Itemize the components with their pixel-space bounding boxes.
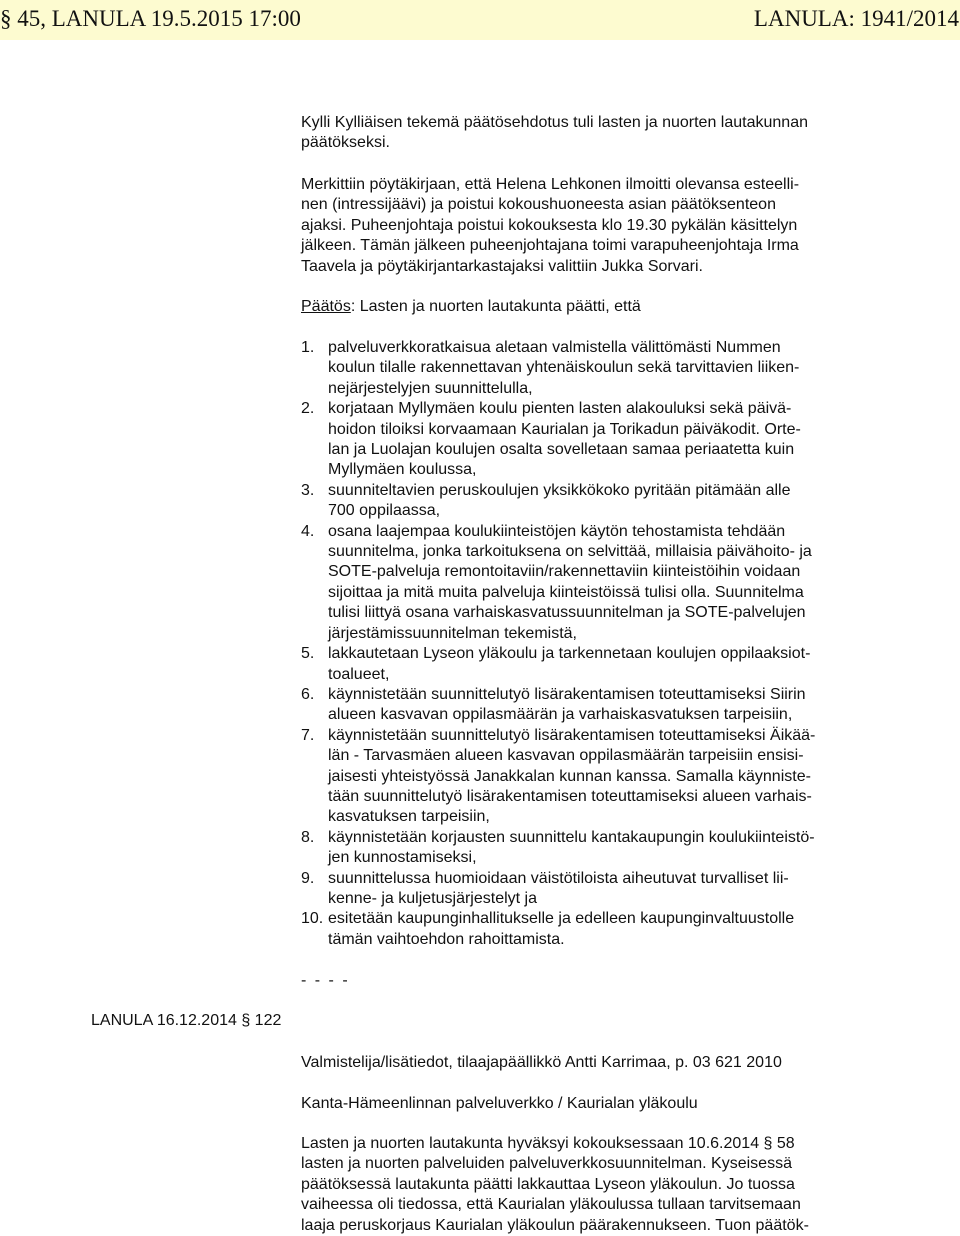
text-line: Myllymäen koulussa, [328,461,477,479]
text-line: toalueet, [328,665,390,683]
text-line: esitetään kaupunginhallitukselle ja edelleen kaupunginvaltuustolle [328,910,795,928]
list-item [301,909,881,950]
list-item [301,399,881,481]
section-separator: - - - - [301,972,350,989]
text-line: osana laajempaa koulukiinteistöjen käytön tehostamista tehdään [328,522,786,540]
list-item [301,338,881,399]
text-line: tään suunnittelutyö lisärakentamisen toteuttamiseksi alueen varhais- [328,787,812,805]
text-line: hoidon tiloiksi korvaamaan Kaurialan ja Torikadun päiväkodit. Orte- [328,420,801,438]
text-line: nen (intressijäävi) ja poistui kokoushuoneesta asian päätöksenteon [301,196,776,214]
text-line: käynnistetään suunnittelutyö lisärakentamisen toteuttamiseksi Äikää- [328,726,816,744]
item-number: 2. [301,400,315,418]
decision-heading [301,297,871,317]
list-item [301,644,881,685]
subject-line [301,1094,871,1114]
text-line: suunnitelma, jonka tarkoituksena on selvittää, millaisia päivähoito- ja [328,543,812,561]
text-line: 700 oppilaassa, [328,502,441,520]
text-line: Lasten ja nuorten lautakunta hyväksyi kokouksessaan 10.6.2014 § 58 [301,1135,795,1152]
text-line: lakkautetaan Lyseon yläkoulu ja tarkennetaan koulujen oppilaaksiot- [328,645,811,663]
list-item [301,828,881,869]
list-item [301,685,881,726]
item-number: 8. [301,828,315,846]
text-line: palveluverkkoratkaisua aletaan valmistella välittömästi Nummen [328,339,781,356]
header-case-number: LANULA: 1941/2014 [753,6,959,31]
text-line: län - Tarvasmäen alueen kasvavan oppilasmäärän tarpeisiin ensisi- [328,747,804,765]
text-line: jen kunnostamiseksi, [328,849,477,867]
item-number: 1. [301,339,315,356]
item-number: 10. [301,910,324,928]
text-line: tämän vaihtoehdon rahoittamista. [328,930,565,948]
text-line: kasvatuksen tarpeisiin, [328,808,490,826]
text-line: kenne- ja kuljetusjärjestelyt ja [328,889,537,907]
text-line: päätökseksi. [301,134,390,152]
text-line: käynnistetään suunnittelutyö lisärakentamisen toteuttamiseksi Siirin [328,685,806,703]
text-line: käynnistetään korjausten suunnittelu kantakaupungin koulukiinteistö- [328,828,815,846]
text-line: Kanta-Hämeenlinnan palveluverkko / Kaurialan yläkoulu [301,1095,698,1112]
list-item [301,522,881,644]
text-line: alueen kasvavan oppilasmäärän ja varhaiskasvatuksen tarpeisiin, [328,706,793,724]
text-line: vaiheessa oli tiedossa, että Kaurialan yläkoulussa tullaan tarvitsemaan [301,1196,801,1214]
decision-text: : Lasten ja nuorten lautakunta päätti, että [350,298,641,315]
text-line: jälkeen. Tämän jälkeen puheenjohtajana toimi varapuheenjohtaja Irma [301,237,799,255]
list-item [301,481,881,522]
text-line: korjataan Myllymäen koulu pienten lasten alakouluksi sekä päivä- [328,400,792,418]
text-line: suunnittelussa huomioidaan väistötiloista aiheutuvat turvalliset lii- [328,869,789,887]
header-section-ref: § 45, LANULA 19.5.2015 17:00 [0,6,301,31]
text-line: Valmistelija/lisätiedot, tilaajapäällikkö Antti Karrimaa, p. 03 621 2010 [301,1054,782,1071]
text-line: SOTE-palveluja remontoitaviin/rakennettaviin kiinteistöihin voidaan [328,563,801,581]
text-line: koulun tilalle rakennettavan yhtenäiskoulun sekä tarvittavien liiken- [328,359,800,377]
item-number: 4. [301,522,315,540]
text-line: Kylli Kylliäisen tekemä päätösehdotus tuli lasten ja nuorten lautakunnan [301,114,808,131]
decision-list [301,338,881,950]
text-line: Taavela ja pöytäkirjantarkastajaksi valittiin Jukka Sorvari. [301,257,703,275]
text-line: lasten ja nuorten palveluiden palveluverkkosuunnitelman. Kyseisessä [301,1155,792,1173]
list-item [301,726,881,828]
list-item [301,869,881,910]
item-number: 9. [301,869,315,887]
text-line: tulisi liittyä osana varhaiskasvatussuunnitelman ja SOTE-palvelujen [328,604,806,622]
text-line: sijoittaa ja mitä muita palveluja kiinteistöissä tulisi olla. Suunnitelma [328,583,804,601]
minutes-note-paragraph [301,175,871,277]
text-line: suunniteltavien peruskoulujen yksikkökoko pyritään pitämään alle [328,481,791,499]
item-number: 7. [301,726,315,744]
preparer-info [301,1053,871,1073]
item-number: 3. [301,481,315,499]
text-line: järjestämissuunnitelman tekemistä, [328,624,577,642]
intro-paragraph [301,113,871,154]
text-line: päätöksessä lautakunta päätti lakkauttaa Lyseon yläkoulun. Jo tuossa [301,1175,795,1193]
document-header [0,0,960,40]
item-number: 6. [301,685,315,703]
decision-label: Päätös [301,298,351,315]
text-line: Merkittiin pöytäkirjaan, että Helena Lehkonen ilmoitti olevansa esteelli- [301,176,800,193]
previous-meeting-ref: LANULA 16.12.2014 § 122 [91,1012,282,1029]
text-line: laaja peruskorjaus Kaurialan yläkoulun päärakennukseen. Tuon päätök- [301,1216,809,1234]
item-number: 5. [301,645,315,663]
background-paragraph [301,1134,871,1236]
text-line: ajaksi. Puheenjohtaja poistui kokouksesta klo 19.30 pykälän käsittelyn [301,216,798,234]
text-line: jaisesti yhteistyössä Janakkalan kunnan kanssa. Samalla käynniste- [328,767,811,785]
text-line: lan ja Luolajan koulujen osalta sovelletaan samaa periaatetta kuin [328,441,795,459]
text-line: nejärjestelyjen suunnittelulla, [328,379,533,397]
